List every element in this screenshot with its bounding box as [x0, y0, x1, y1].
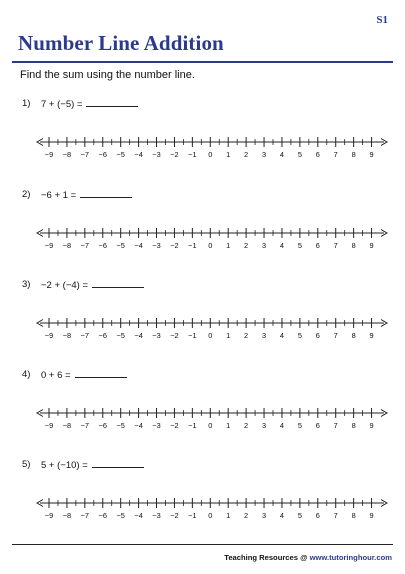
problem-expression: 0 + 6 =	[41, 370, 71, 381]
tick-label: 4	[279, 150, 285, 159]
answer-blank[interactable]	[80, 189, 132, 198]
problem-expression: −2 + (−4) =	[41, 280, 89, 291]
tick-label: 2	[244, 331, 249, 340]
problem-5	[0, 459, 405, 547]
tick-label: −4	[134, 150, 143, 159]
tick-label: 4	[279, 421, 285, 430]
tick-label: −8	[62, 241, 72, 250]
tick-label: −7	[80, 511, 90, 520]
tick-label: −6	[98, 511, 107, 520]
page-title: Number Line Addition	[18, 31, 224, 55]
tick-label: 4	[279, 241, 285, 250]
tick-label: 9	[369, 150, 374, 159]
instructions-text: Find the sum using the number line.	[20, 69, 195, 81]
tick-label: −6	[98, 331, 107, 340]
answer-blank[interactable]	[86, 98, 138, 107]
tick-label: 3	[261, 511, 267, 520]
tick-label: −8	[62, 421, 72, 430]
tick-label: 4	[279, 511, 285, 520]
tick-label: −3	[152, 421, 161, 430]
tick-label: −4	[134, 331, 143, 340]
number-line	[0, 491, 405, 527]
sheet-code: S1	[376, 14, 388, 26]
tick-label: 2	[244, 241, 249, 250]
tick-label: 3	[261, 241, 267, 250]
tick-label: 0	[208, 150, 213, 159]
problem-number: 2)	[22, 189, 31, 200]
tick-label: 2	[244, 150, 249, 159]
problem-number: 5)	[22, 459, 31, 470]
tick-label: 6	[315, 511, 320, 520]
tick-label: −6	[98, 241, 107, 250]
tick-label: −5	[116, 150, 125, 159]
tick-label: 1	[226, 511, 231, 520]
number-line	[0, 130, 405, 166]
tick-label: 8	[351, 241, 356, 250]
tick-label: 5	[297, 150, 302, 159]
tick-label: 5	[297, 511, 302, 520]
tick-label: 3	[261, 331, 267, 340]
tick-label: −6	[98, 421, 107, 430]
problem-expression: 7 + (−5) =	[41, 99, 83, 110]
tick-label: 9	[369, 511, 374, 520]
tick-label: 1	[226, 241, 231, 250]
tick-label: 8	[351, 421, 356, 430]
tick-label: −1	[188, 150, 197, 159]
tick-label: 7	[333, 511, 338, 520]
tick-label: 0	[208, 331, 213, 340]
tick-label: 0	[208, 511, 213, 520]
number-line	[0, 221, 405, 257]
tick-label: −5	[116, 331, 125, 340]
tick-label: −8	[62, 150, 72, 159]
tick-label: −7	[80, 150, 90, 159]
tick-label: −4	[134, 241, 143, 250]
problem-number: 3)	[22, 279, 31, 290]
tick-label: −9	[44, 421, 54, 430]
tick-label: −6	[98, 150, 107, 159]
tick-label: −8	[62, 511, 72, 520]
problem-1	[0, 98, 405, 186]
tick-label: −3	[152, 511, 161, 520]
tick-label: −5	[116, 241, 125, 250]
tick-label: 1	[226, 331, 231, 340]
tick-label: 7	[333, 421, 338, 430]
tick-label: −2	[170, 511, 179, 520]
tick-label: 1	[226, 421, 231, 430]
tick-label: 2	[244, 421, 249, 430]
tick-label: 6	[315, 241, 320, 250]
footer-prefix: Teaching Resources @	[224, 553, 310, 562]
tick-label: 8	[351, 331, 356, 340]
tick-label: −7	[80, 331, 90, 340]
tick-label: 1	[226, 150, 231, 159]
tick-label: −1	[188, 331, 197, 340]
tick-label: 5	[297, 241, 302, 250]
tick-label: 2	[244, 511, 249, 520]
tick-label: 8	[351, 511, 356, 520]
tick-label: −7	[80, 421, 90, 430]
tick-label: 3	[261, 150, 267, 159]
tick-label: 3	[261, 421, 267, 430]
tick-label: −9	[44, 150, 54, 159]
tick-label: 6	[315, 331, 320, 340]
tick-label: 5	[297, 331, 302, 340]
tick-label: −3	[152, 241, 161, 250]
tick-label: −8	[62, 331, 72, 340]
tick-label: −9	[44, 331, 54, 340]
tick-label: −2	[170, 421, 179, 430]
title-divider	[12, 61, 393, 63]
number-line	[0, 311, 405, 347]
tick-label: 5	[297, 421, 302, 430]
tick-label: 7	[333, 331, 338, 340]
tick-label: 0	[208, 421, 213, 430]
tick-label: 9	[369, 331, 374, 340]
answer-blank[interactable]	[75, 369, 127, 378]
tick-label: −3	[152, 150, 161, 159]
number-line	[0, 401, 405, 437]
tick-label: 7	[333, 150, 338, 159]
tick-label: 9	[369, 421, 374, 430]
tick-label: 0	[208, 241, 213, 250]
problem-expression: −6 + 1 =	[41, 190, 77, 201]
problem-2	[0, 189, 405, 277]
problem-number: 4)	[22, 369, 31, 380]
tick-label: −5	[116, 421, 125, 430]
tick-label: 6	[315, 421, 320, 430]
tick-label: −4	[134, 421, 143, 430]
tick-label: −7	[80, 241, 90, 250]
problem-3	[0, 279, 405, 367]
tick-label: −2	[170, 241, 179, 250]
tick-label: −2	[170, 150, 179, 159]
tick-label: −1	[188, 241, 197, 250]
tick-label: −5	[116, 511, 125, 520]
tick-label: −1	[188, 421, 197, 430]
answer-blank[interactable]	[92, 459, 144, 468]
problem-number: 1)	[22, 98, 31, 109]
footer	[224, 553, 392, 562]
problem-expression: 5 + (−10) =	[41, 460, 88, 471]
tick-label: 9	[369, 241, 374, 250]
tick-label: −3	[152, 331, 161, 340]
tick-label: −9	[44, 241, 54, 250]
tick-label: 4	[279, 331, 285, 340]
tick-label: 6	[315, 150, 320, 159]
tick-label: 7	[333, 241, 338, 250]
footer-divider	[12, 544, 393, 545]
tick-label: −1	[188, 511, 197, 520]
tick-label: 8	[351, 150, 356, 159]
problem-4	[0, 369, 405, 457]
answer-blank[interactable]	[92, 279, 144, 288]
footer-link[interactable]: www.tutoringhour.com	[309, 553, 392, 562]
tick-label: −2	[170, 331, 179, 340]
tick-label: −4	[134, 511, 143, 520]
tick-label: −9	[44, 511, 54, 520]
